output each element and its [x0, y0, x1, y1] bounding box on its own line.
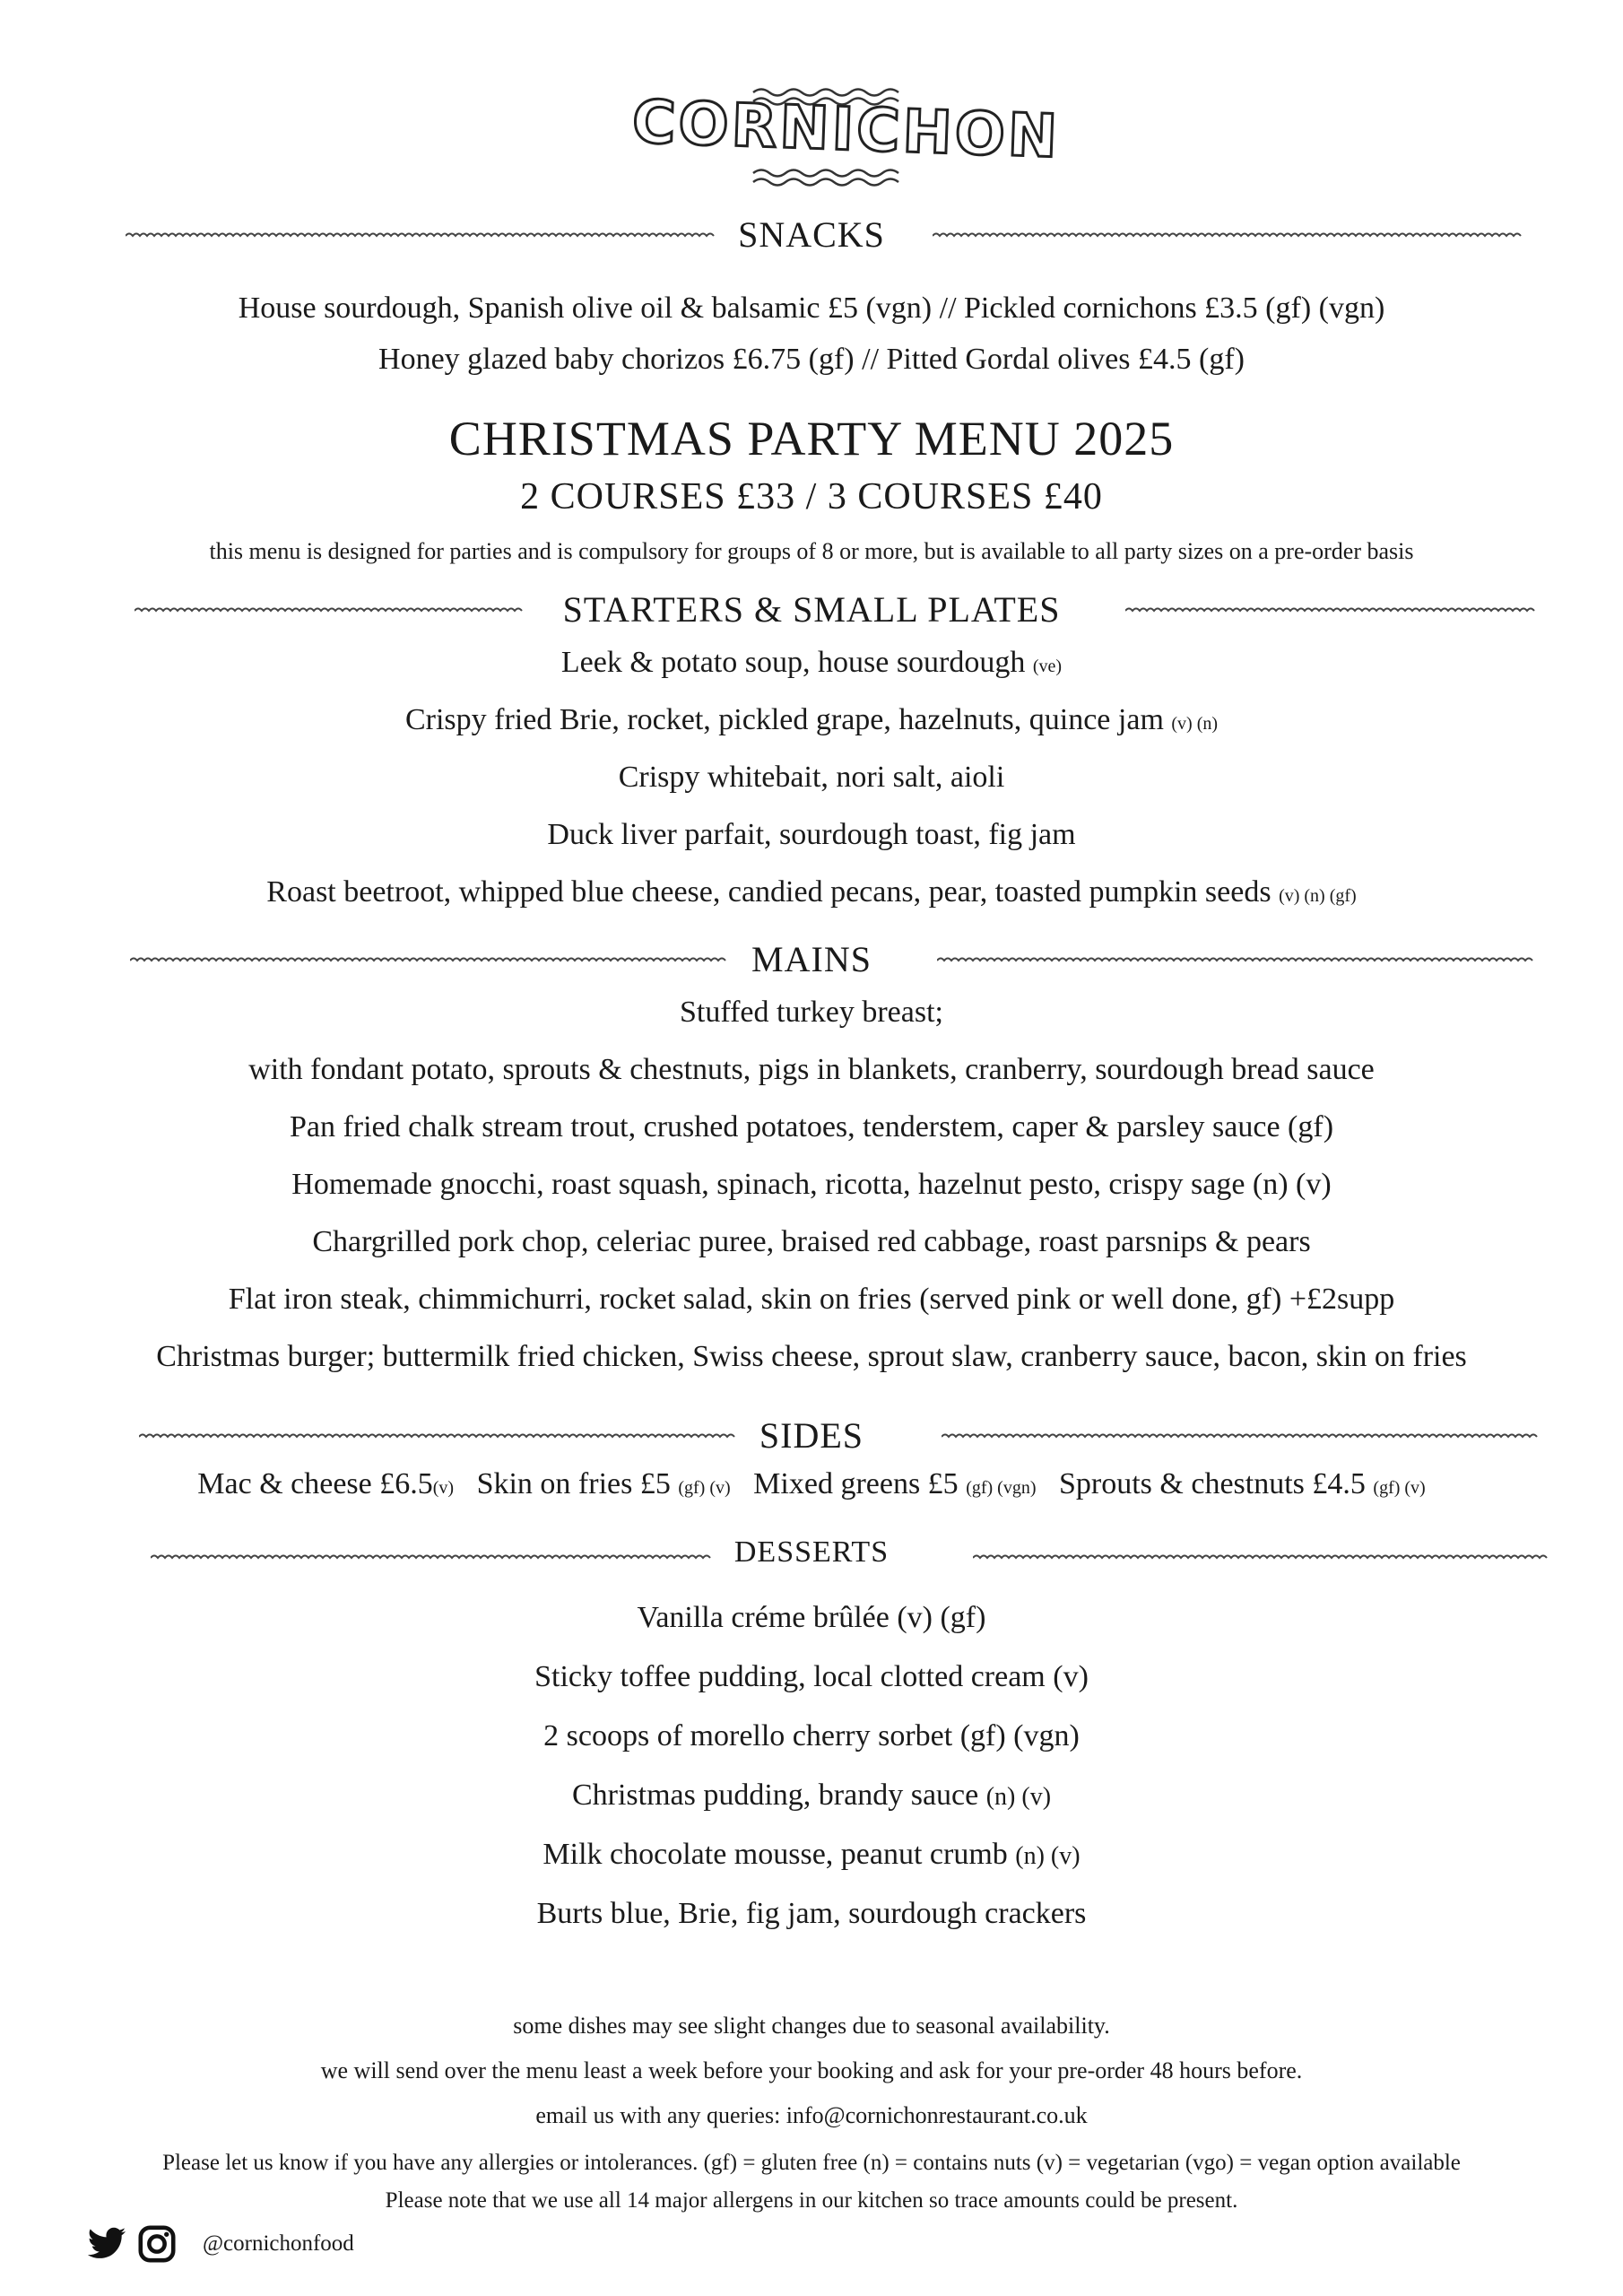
- starter-item: Crispy whitebait, nori salt, aioli: [618, 761, 1005, 794]
- wave-divider-right: [942, 1431, 1538, 1443]
- menu-price: 2 COURSES £33 / 3 COURSES £40: [520, 476, 1103, 517]
- starter-item: Crispy fried Brie, rocket, pickled grape, hazelnuts, quince jam (v) (n): [404, 703, 1219, 736]
- starter-item: Leek & potato soup, house sourdough (ve): [560, 646, 1063, 679]
- side-item: Mac & cheese £6.5(v): [197, 1467, 455, 1500]
- main-item: Flat iron steak, chimmichurri, rocket salad, skin on fries (served pink or well done, gf) +£2supp: [228, 1283, 1395, 1316]
- cornichon-logo: [630, 76, 1062, 193]
- main-item: Chargrilled pork chop, celeriac puree, braised red cabbage, roast parsnips & pears: [312, 1225, 1311, 1258]
- main-item: with fondant potato, sprouts & chestnuts, pigs in blankets, cranberry, sourdough bread sauce: [248, 1053, 1375, 1086]
- starter-item: Duck liver parfait, sourdough toast, fig jam: [547, 818, 1076, 851]
- main-item: Homemade gnocchi, roast squash, spinach, ricotta, hazelnut pesto, crispy sage (n) (v): [291, 1168, 1332, 1201]
- main-item: Stuffed turkey breast;: [680, 996, 943, 1029]
- dessert-item: Vanilla créme brûlée (v) (gf): [637, 1601, 986, 1634]
- dessert-item: Christmas pudding, brandy sauce (n) (v): [571, 1779, 1052, 1812]
- main-item: Christmas burger; buttermilk fried chicken, Swiss cheese, sprout slaw, cranberry sauce, bacon, skin on fries: [156, 1340, 1467, 1373]
- desserts-heading-row: [0, 1535, 1623, 1580]
- side-item: Skin on fries £5 (gf) (v): [476, 1467, 731, 1500]
- footer-availability-note: some dishes may see slight changes due to seasonal availability.: [513, 2013, 1110, 2039]
- social-handle[interactable]: @cornichonfood: [203, 2231, 354, 2256]
- snacks-heading: SNACKS: [738, 214, 885, 255]
- snacks-line-1: House sourdough, Spanish olive oil & balsamic £5 (vgn) // Pickled cornichons £3.5 (gf) (vgn): [238, 291, 1385, 325]
- sides-heading-row: [0, 1414, 1623, 1459]
- main-item: Pan fried chalk stream trout, crushed potatoes, tenderstem, caper & parsley sauce (gf): [289, 1110, 1334, 1144]
- starters-heading-row: [0, 588, 1623, 633]
- menu-note: this menu is designed for parties and is compulsory for groups of 8 or more, but is available to all party sizes on a pre-order basis: [209, 538, 1414, 564]
- wave-divider-right: [933, 230, 1524, 242]
- mains-heading-row: [0, 938, 1623, 983]
- desserts-heading: DESSERTS: [733, 1535, 890, 1569]
- dessert-item: 2 scoops of morello cherry sorbet (gf) (vgn): [543, 1719, 1080, 1752]
- starters-heading: STARTERS & SMALL PLATES: [562, 589, 1061, 630]
- twitter-icon[interactable]: [86, 2223, 127, 2265]
- side-item: Mixed greens £5 (gf) (vgn): [753, 1467, 1037, 1500]
- social-links: [86, 2222, 354, 2266]
- sides-heading: SIDES: [759, 1415, 864, 1456]
- footer-email-note: email us with any queries: info@cornichonrestaurant.co.uk: [535, 2102, 1088, 2128]
- snacks-heading-row: [0, 213, 1623, 258]
- dessert-item: Sticky toffee pudding, local clotted cream (v): [534, 1660, 1089, 1693]
- dessert-item: Burts blue, Brie, fig jam, sourdough crackers: [536, 1897, 1087, 1930]
- dessert-item: Milk chocolate mousse, peanut crumb (n) (v): [542, 1838, 1081, 1871]
- footer-preorder-note: we will send over the menu least a week before your booking and ask for your pre-order 48 hours before.: [320, 2057, 1303, 2083]
- footer-allergy-key: Please let us know if you have any allergies or intolerances. (gf) = gluten free (n) = contains nuts (v) = vegetarian (vgo) = vegan option available: [162, 2151, 1461, 2175]
- side-item: Sprouts & chestnuts £4.5 (gf) (v): [1059, 1467, 1426, 1500]
- logo-text: CORNICHON: [630, 87, 1062, 171]
- starter-item: Roast beetroot, whipped blue cheese, candied pecans, pear, toasted pumpkin seeds (v) (n) (gf): [266, 875, 1357, 909]
- mains-heading: MAINS: [751, 939, 872, 979]
- footer-allergen-note: Please note that we use all 14 major allergens in our kitchen so trace amounts could be present.: [385, 2188, 1238, 2213]
- menu-title: CHRISTMAS PARTY MENU 2025: [448, 412, 1175, 465]
- sides-line: [0, 1467, 1623, 1501]
- instagram-icon[interactable]: [136, 2223, 178, 2265]
- wave-divider-right: [1125, 604, 1538, 617]
- wave-divider-right: [937, 954, 1533, 967]
- wave-divider-right: [973, 1552, 1551, 1564]
- snacks-line-2: Honey glazed baby chorizos £6.75 (gf) // Pitted Gordal olives £4.5 (gf): [378, 343, 1245, 376]
